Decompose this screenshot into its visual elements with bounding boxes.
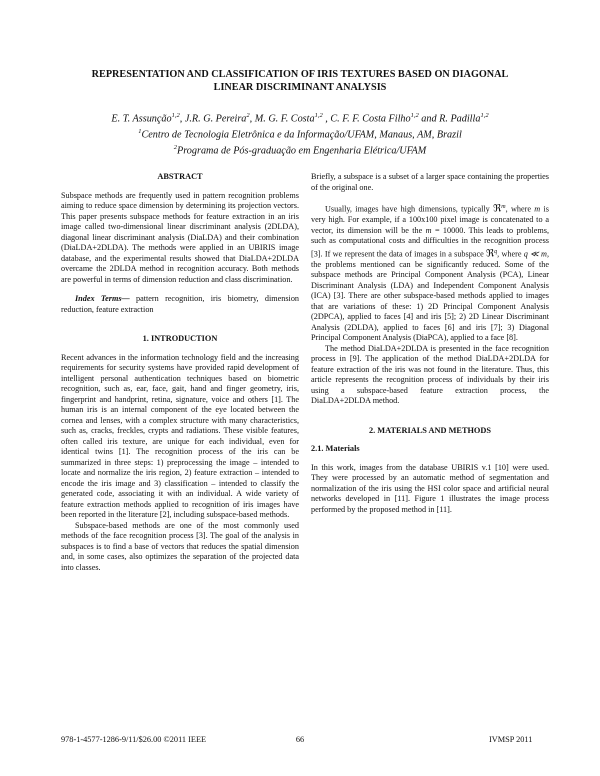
author-name: C. F. F. Costa Filho: [330, 113, 411, 125]
author-separator: ,: [322, 113, 331, 125]
methods-heading: 2. MATERIALS AND METHODS: [368, 425, 491, 435]
affiliation-2: [40, 142, 560, 158]
title-line-2: LINEAR DISCRIMINANT ANALYSIS: [213, 81, 387, 93]
text-run: = 10000. This leads to problems, such as computational costs and difficulties in the recognition process [3]. If we represent the data of images in a subspace: [311, 225, 549, 259]
author-block: [40, 110, 560, 157]
footer-conference: IVMSP 2011: [489, 735, 533, 744]
author-affiliation-mark: 1,2: [480, 112, 489, 119]
materials-subheading: 2.1. Materials: [311, 444, 360, 454]
abstract-heading: ABSTRACT: [157, 172, 203, 181]
index-terms-label: Index Terms—: [75, 294, 130, 303]
index-terms: [61, 294, 299, 315]
author-separator: ,: [249, 113, 255, 125]
page-number: 66: [295, 735, 305, 744]
superscript-m: m: [501, 204, 506, 210]
intro-paragraph-1: Recent advances in the information technology field and the increasing requirements for security systems have provided rapid development of intelligent personal authentication techniques based on biometric recognition, such as, ear, face, gait, hand and finger geometry, iris, fingerprint and handprint, retina, signature, voice and others [1]. The human iris is an internal component of the eye located between the cornea and lenses, with a complex structure with many characteristics, such as, cracks, freckles, crypts and radiations. These visible features, often called iris texture, are unique for each individual, even for identical twins [1]. The recognition process of the iris can be summarized in three steps: 1) preprocessing the image – intended to locate and normalize the iris region, 2) feature extraction – intended to encode the iris image and 3) classification – intended to classify the generated code, associating it with an individual. A wide variety of feature extraction methods applied to recognition of iris images have been reported in the literature [2], including subspace-based methods.: [61, 352, 299, 519]
title-line-1: REPRESENTATION AND CLASSIFICATION OF IRIS TEXTURES BASED ON DIAGONAL: [91, 69, 509, 80]
author-list: [40, 110, 560, 126]
condition-q-much-less-m: q ≪ m: [523, 249, 547, 259]
left-column: [61, 172, 299, 573]
author-affiliation-mark: 1,2: [410, 112, 419, 119]
author-affiliation-mark: 1,2: [314, 112, 323, 119]
affiliation-text: Programa de Pós-graduação em Engenharia Elétrica/UFAM: [176, 144, 427, 156]
affiliation-number: 1: [138, 127, 142, 135]
author-separator: ,: [179, 113, 185, 125]
intro-paragraph-5: The method DiaLDA+2DLDA is presented in the face recognition process in [9]. The application of the method DiaLDA+2DLDA for feature extraction of the iris was not found in the literature. Thus, this article represents the recognition process of individuals by their iris using a subspace-based feature extraction process, the DiaLDA+2DLDA method.: [311, 343, 549, 406]
author-affiliation-mark: 2: [246, 112, 250, 119]
author-name: R. Padilla: [439, 113, 481, 125]
right-column: [311, 172, 549, 515]
real-space-symbol: ℜ: [493, 203, 502, 215]
affiliation-1: [40, 126, 560, 142]
paper-title: [60, 69, 540, 94]
affiliation-text: Centro de Tecnologia Eletrônica e da Informação/UFAM, Manaus, AM, Brazil: [141, 129, 462, 141]
intro-paragraph-3: Briefly, a subspace is a subset of a larger space containing the properties of the original one.: [311, 172, 549, 192]
abstract-text: Subspace methods are frequently used in pattern recognition problems aiming to reduce space dimension by determining its projection vectors. This paper presents subspace methods for feature extraction in an iris image called two-dimensional linear discriminant analysis (2DLDA), diagonal linear discriminant analysis (DiaLDA) and their combination (DiaLDA+2DLDA). The methods were applied in an UBIRIS image database, and the experimental results showed that DiaLDA+2DLDA overcame the 2DLDA method in recognition accuracy. Both methods are powerful in terms of dimension reduction and class discrimination.: [61, 190, 299, 284]
text-run: , the problems mentioned can be significantly reduced. Some of the subspace methods are Principal Component Analysis (PCA), Linear Discriminant Analysis (LDA) and Independent Component Analysis (ICA) [3]. There are other subspace-based methods applied to images that are variations of these: 1) 2D Principal Component Analysis (2DPCA), applied to faces [4] and iris [5]; 2) 2D Linear Discriminant Analysis (2DLDA), applied to faces [6] and iris [7]; 3) Diagonal Principal Component Analysis (DiaPCA), applied to a face [8].: [311, 249, 550, 343]
materials-paragraph: In this work, images from the database UBIRIS v.1 [10] were used. They were processed by an automatic method of segmentation and normalization of the iris using the HSI color space and artificial neural networks developed in [11]. Figure 1 illustrates the image process performed by the proposed method in [11].: [311, 462, 549, 514]
text-run: Usually, images have high dimensions, typically: [325, 204, 494, 214]
real-space-symbol: ℜ: [486, 248, 495, 260]
affiliation-number: 2: [173, 143, 177, 151]
text-run: is very high. For example, if a 100x100 pixel image is concatenated to a vector, its dimension will be the: [311, 204, 549, 235]
index-terms-text: pattern recognition, iris biometry, dimension reduction, feature extraction: [61, 294, 300, 314]
author-name: E. T. Assunção: [111, 113, 172, 125]
text-run: , where: [497, 249, 524, 259]
superscript-q: q: [494, 248, 498, 255]
introduction-heading: 1. INTRODUCTION: [142, 334, 218, 343]
footer-copyright: 978-1-4577-1286-9/11/$26.00 ©2011 IEEE: [61, 735, 207, 744]
intro-paragraph-2: Subspace-based methods are one of the most commonly used methods of the face recognition process [3]. The goal of the analysis in subspaces is to find a base of vectors that reduces the spatial dimension and, in some cases, also optimizes the separation of the projected data into classes.: [61, 520, 299, 572]
author-affiliation-mark: 1,2: [171, 112, 180, 119]
author-name: M. G. F. Costa: [254, 113, 315, 125]
text-run: , where: [505, 204, 535, 214]
variable-m: m: [425, 225, 432, 235]
intro-paragraph-4: [311, 202, 549, 344]
author-separator: and: [418, 113, 440, 125]
author-name: J.R. G. Pereira: [184, 113, 247, 125]
variable-m: m: [534, 204, 541, 214]
